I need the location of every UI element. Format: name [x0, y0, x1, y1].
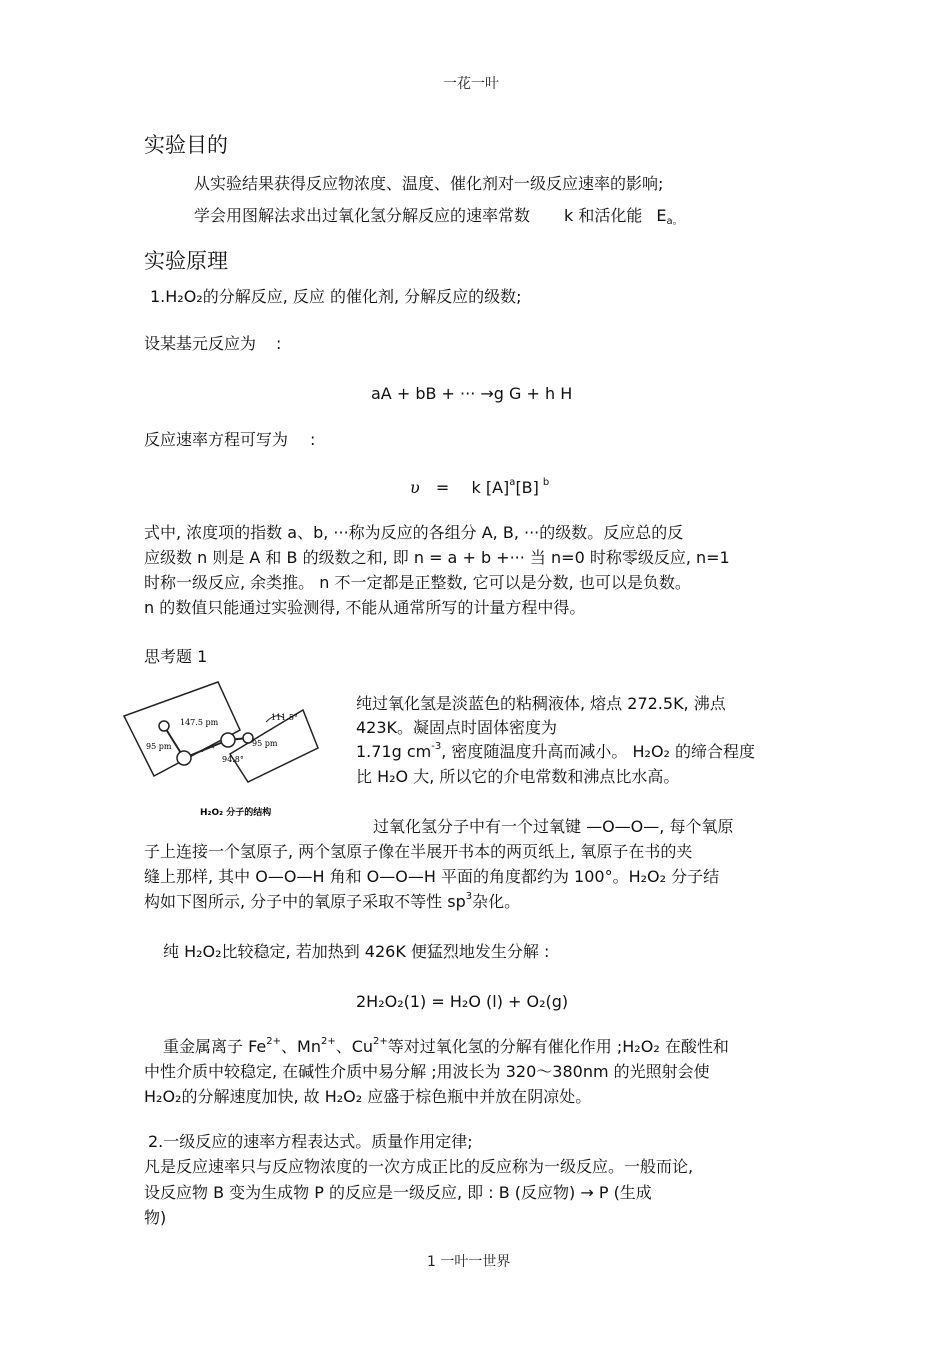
point-1: 1.H₂O₂的分解反应, 反应 的催化剂, 分解反应的级数;	[150, 287, 522, 306]
ion-cu: 、Cu	[335, 1037, 374, 1056]
para-5-line-1: 凡是反应速率只与反应物浓度的一次方成正比的反应称为一级反应。一般而论,	[144, 1157, 694, 1176]
para-1-line-1: 式中, 浓度项的指数 a、b, ···称为反应的各组分 A, B, ···的级数。反应总的反	[144, 523, 684, 542]
ion-fe-charge: 2+	[266, 1036, 282, 1047]
para-2-line-4	[144, 890, 520, 914]
purpose-line-2-text: 学会用图解法求出过氧化氢分解反应的速率常数	[194, 206, 531, 225]
setup-text	[144, 332, 281, 356]
setup-label: 设某基元反应为	[144, 334, 257, 353]
density-exponent: -3	[431, 741, 442, 752]
point-2: 2.一级反应的速率方程表达式。质量作用定律;	[148, 1132, 473, 1151]
section-title-principle: 实验原理	[144, 249, 228, 273]
ion-fe: 重金属离子 Fe	[163, 1037, 267, 1056]
para-4-line-1-rest: 等对过氧化氢的分解有催化作用 ;H₂O₂ 在酸性和	[387, 1037, 729, 1056]
para-5-line-2: 设反应物 B 变为生成物 P 的反应是一级反应, 即 : B (反应物) → P (生成	[144, 1183, 652, 1202]
para-3: 纯 H₂O₂比较稳定, 若加热到 426K 便猛烈地发生分解 :	[163, 942, 550, 961]
purpose-E-sub: a。	[666, 216, 683, 227]
think-question: 思考题 1	[144, 647, 208, 666]
ion-cu-charge: 2+	[373, 1036, 388, 1047]
side-line-2: 423K。凝固点时固体密度为	[356, 718, 558, 737]
para-2-line-2: 子上连接一个氢原子, 两个氢原子像在半展开书本的两页纸上, 氧原子在书的夹	[144, 842, 693, 861]
hydrogen-atom-left	[159, 721, 169, 731]
para-2-line-1: 过氧化氢分子中有一个过氧键 —O—O—, 每个氧原	[373, 817, 734, 836]
rate-k: k [A]	[471, 478, 510, 497]
rate-text	[144, 428, 315, 452]
para-4-line-3: H₂O₂的分解速度加快, 故 H₂O₂ 应盛于棕色瓶中并放在阴凉处。	[144, 1087, 592, 1106]
label-147-5pm: 147.5 pm	[180, 718, 219, 727]
para-2-line-3: 缝上那样, 其中 O—O—H 角和 O—O—H 平面的角度都约为 100°。H₂O₂ 分子结	[144, 867, 720, 886]
equation-decomposition: 2H₂O₂(1) = H₂O (l) + O₂(g)	[356, 992, 569, 1011]
para-4-line-2: 中性介质中较稳定, 在碱性介质中易分解 ;用波长为 320～380nm 的光照射会使	[144, 1062, 710, 1081]
page-footer: 1 一叶一世界	[427, 1254, 511, 1270]
oxygen-atom-right	[221, 733, 235, 747]
h2o2-structure-figure	[118, 672, 330, 827]
side-line-3-rest: , 密度随温度升高而减小。 H₂O₂ 的缔合程度	[441, 742, 756, 761]
rate-colon: :	[310, 430, 316, 449]
label-95pm-right: 95 pm	[252, 739, 278, 748]
para-1-line-3: 时称一级反应, 余类推。 n 不一定都是正整数, 它可以是分数, 也可以是负数。	[144, 573, 691, 592]
angle-arc	[202, 747, 214, 752]
rate-symbol: υ	[410, 478, 420, 497]
equation-rate	[410, 476, 549, 500]
rate-B: [B]	[515, 478, 539, 497]
equals-sign: =	[435, 478, 450, 497]
oxygen-atom-left	[177, 751, 191, 765]
equation-reaction: aA + bB + ··· →g G + h H	[371, 384, 573, 403]
label-94-8deg: 94.8°	[222, 755, 244, 764]
side-line-1: 纯过氧化氢是淡蓝色的粘稠液体, 熔点 272.5K, 沸点	[356, 694, 726, 713]
para-1-line-4: n 的数值只能通过实验测得, 不能从通常所写的计量方程中得。	[144, 598, 586, 617]
para-2-line-4-end: 杂化。	[472, 892, 521, 911]
para-2-line-4-text: 构如下图所示, 分子中的氧原子采取不等性 sp	[144, 892, 466, 911]
figure-caption: H₂O₂ 分子的结构	[200, 808, 272, 818]
side-line-4: 比 H₂O 大, 所以它的介电常数和沸点比水高。	[356, 767, 680, 786]
page-header: 一花一叶	[443, 76, 499, 92]
section-title-purpose: 实验目的	[144, 133, 228, 157]
para-5-line-3: 物)	[144, 1208, 167, 1227]
ion-mn-charge: 2+	[320, 1036, 336, 1047]
rate-label: 反应速率方程可写为	[144, 430, 289, 449]
ion-mn: 、Mn	[281, 1037, 321, 1056]
sp3-exponent: 3	[465, 891, 473, 902]
setup-colon: :	[276, 334, 282, 353]
purpose-E: E	[656, 206, 667, 225]
density-value: 1.71g cm	[356, 742, 432, 761]
para-1-line-2: 应级数 n 则是 A 和 B 的级数之和, 即 n = a + b +··· 当 n=0 时称零级反应, n=1	[144, 548, 730, 567]
purpose-line-2	[194, 204, 683, 228]
label-111-5deg: 111.5°	[271, 713, 298, 722]
side-line-3	[356, 740, 755, 764]
para-4-line-1	[163, 1035, 729, 1059]
exp-a: a	[509, 477, 516, 488]
purpose-k: k 和活化能	[564, 206, 643, 225]
label-95pm-left: 95 pm	[146, 742, 172, 751]
exp-b: b	[542, 477, 550, 488]
purpose-line-1: 从实验结果获得反应物浓度、温度、催化剂对一级反应速率的影响;	[194, 174, 664, 193]
